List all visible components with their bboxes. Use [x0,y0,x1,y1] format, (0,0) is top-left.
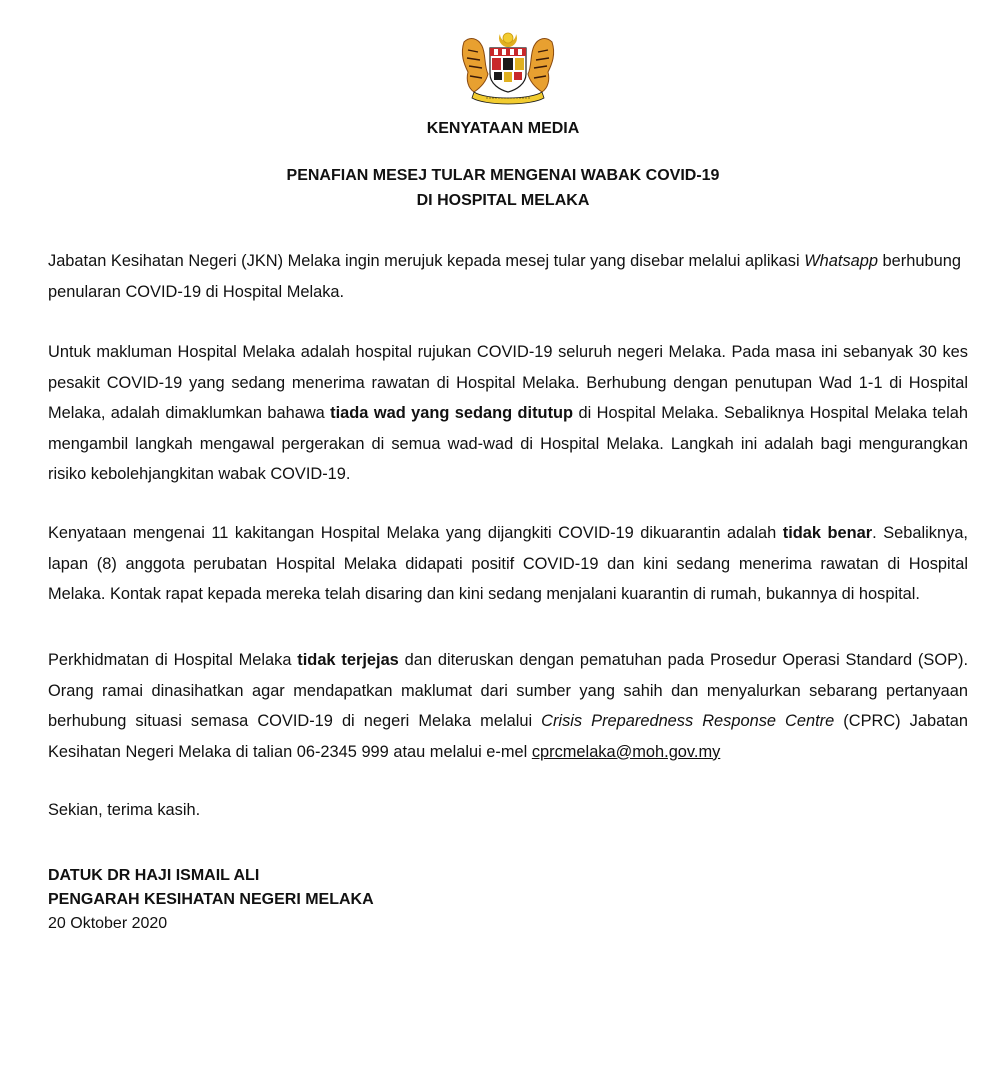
paragraph-4-text-c: dan diteruskan dengan pematuhan pada Prosedur Operasi Standard (SOP). Orang ramai dinasihatkan agar mendapatkan maklumat dari sumber yang sahih dan menyalurkan sebarang pertanyaan berhubung situasi semasa COVID-19 di negeri Melaka melalui [48,651,969,730]
document-date: 20 Oktober 2020 [48,915,168,932]
closing-line: Sekian, terima kasih. [48,801,201,819]
subject-line-2: DI HOSPITAL MELAKA [416,192,590,209]
paragraph-1 [48,246,968,307]
paragraph-4-emphasis: tidak terjejas [297,651,399,669]
paragraph-2 [48,337,968,490]
paragraph-3-text-c: . Sebaliknya, lapan (8) anggota perubatan Hospital Melaka didapati positif COVID-19 dan kini sedang menerima rawatan di Hospital Melaka. Kontak rapat kepada mereka telah disaring dan kini sedang menjalani kuarantin di rumah, bukannya di hospital. [48,524,968,603]
subject-line-1: PENAFIAN MESEJ TULAR MENGENAI WABAK COVID-19 [286,167,720,184]
malaysia-coat-of-arms-icon [456,30,560,106]
paragraph-4-text-a: Perkhidmatan di Hospital Melaka [48,651,298,669]
signatory-position: PENGARAH KESIHATAN NEGERI MELAKA [48,891,374,908]
cprc-name: Crisis Preparedness Response Centre [541,712,835,730]
paragraph-3-text-a: Kenyataan mengenai 11 kakitangan Hospital Melaka yang dijangkiti COVID-19 dikuarantin adalah [48,524,783,542]
signatory-name: DATUK DR HAJI ISMAIL ALI [48,867,260,884]
paragraph-4-text-e: (CPRC) Jabatan Kesihatan Negeri Melaka di talian 06-2345 999 atau melalui e-mel [48,712,968,761]
whatsapp-term: Whatsapp [804,252,878,270]
paragraph-2-text-a: Untuk makluman Hospital Melaka adalah hospital rujukan COVID-19 seluruh negeri Melaka. Pada masa ini sebanyak 30 kes pesakit COVID-19 yang sedang menerima rawatan di Hospital Melaka. Berhubung dengan penutupan Wad 1-1 di Hospital Melaka, adalah dimaklumkan bahawa [48,343,968,422]
paragraph-1-text-c: berhubung penularan COVID-19 di Hospital Melaka. [48,252,961,301]
paragraph-3-emphasis: tidak benar [782,524,873,542]
paragraph-3 [48,518,968,610]
paragraph-2-text-c: di Hospital Melaka. Sebaliknya Hospital Melaka telah mengambil langkah mengawal pergerakan di semua wad-wad di Hospital Melaka. Langkah ini adalah bagi mengurangkan risiko kebolehjangkitan wabak COVID-19. [48,404,968,483]
email-link[interactable]: cprcmelaka@moh.gov.my [531,742,721,761]
paragraph-2-emphasis: tiada wad yang sedang ditutup [330,404,574,422]
paragraph-1-text-a: Jabatan Kesihatan Negeri (JKN) Melaka ingin merujuk kepada mesej tular yang disebar melalui aplikasi [48,252,805,270]
paragraph-4 [48,645,968,767]
document-title: KENYATAAN MEDIA [426,120,580,137]
